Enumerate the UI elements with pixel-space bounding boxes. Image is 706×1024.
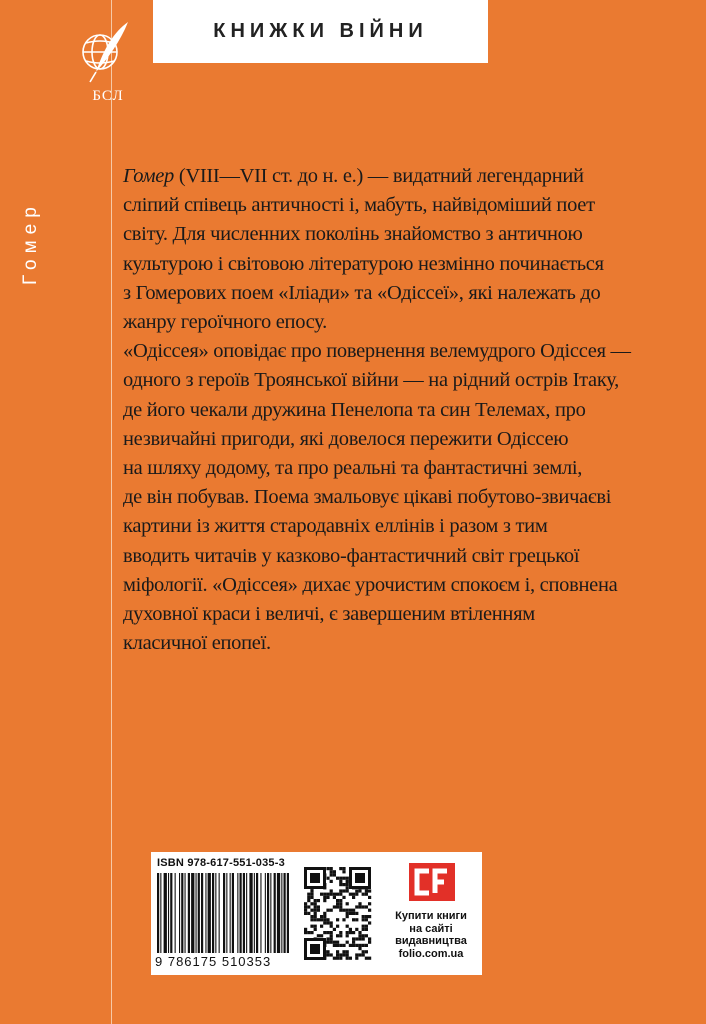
author-name: Гомер — [123, 165, 175, 187]
description-line: картини із життя стародавніх еллінів і разом з тим — [123, 515, 548, 538]
description-line: культурою і світовою літературою незмінно починається — [123, 252, 604, 275]
description-line: незвичайні пригоди, які довелося пережити Одіссею — [123, 427, 569, 450]
description-line: на шляху додому, та про реальні та фантастичні землі, — [123, 457, 583, 480]
description-line: де його чекали дружина Пенелопа та син Телемах, про — [123, 398, 586, 421]
description-line: з Гомерових поем «Іліади» та «Одіссеї», які належать до — [123, 281, 601, 304]
description-line: світу. Для численних поколінь знайомство з античною — [123, 223, 583, 246]
description-line: де він побував. Поема змальовує цікаві побутово-звичаєві — [123, 486, 612, 509]
description-line: класичної епопеї. — [123, 632, 271, 655]
barcode-number: 9 786175 510353 — [155, 954, 272, 969]
description-line: одного з героїв Троянської війни — на рідний острів Ітаку, — [123, 369, 619, 392]
barcode-panel — [151, 852, 482, 975]
description-line: Гомер (VIII—VII ст. до н. е.) — видатний легендарний — [123, 165, 584, 187]
folio-logo-icon — [409, 863, 455, 901]
description-line: вводить читачів у казково-фантастичний світ грецької — [123, 544, 580, 567]
description-line: міфології. «Одіссея» дихає урочистим спокоєм і, сповнена — [123, 573, 618, 596]
description-line: «Одіссея» оповідає про повернення велемудрого Одіссея — — [123, 340, 631, 363]
description-line: сліпий співець античності і, мабуть, найвідоміший поет — [123, 194, 595, 217]
book-description — [123, 162, 631, 658]
description-line: жанру героїчного епосу. — [123, 311, 327, 334]
isbn-label: ISBN 978-617-551-035-3 — [157, 857, 285, 869]
qr-code-icon — [303, 866, 373, 962]
barcode-icon — [157, 873, 289, 953]
buy-online-text: Купити книги на сайті видавництва folio.com.ua — [395, 910, 467, 960]
publisher-abbr: БСЛ — [92, 88, 124, 104]
globe-quill-icon — [74, 18, 134, 88]
series-title: КНИЖКИ ВІЙНИ — [153, 0, 488, 63]
publisher-logo — [74, 18, 134, 108]
description-line: духовної краси і величі, є завершеним втіленням — [123, 603, 535, 626]
spine-divider-line — [111, 0, 112, 1024]
spine-author: Гомер — [20, 201, 41, 285]
